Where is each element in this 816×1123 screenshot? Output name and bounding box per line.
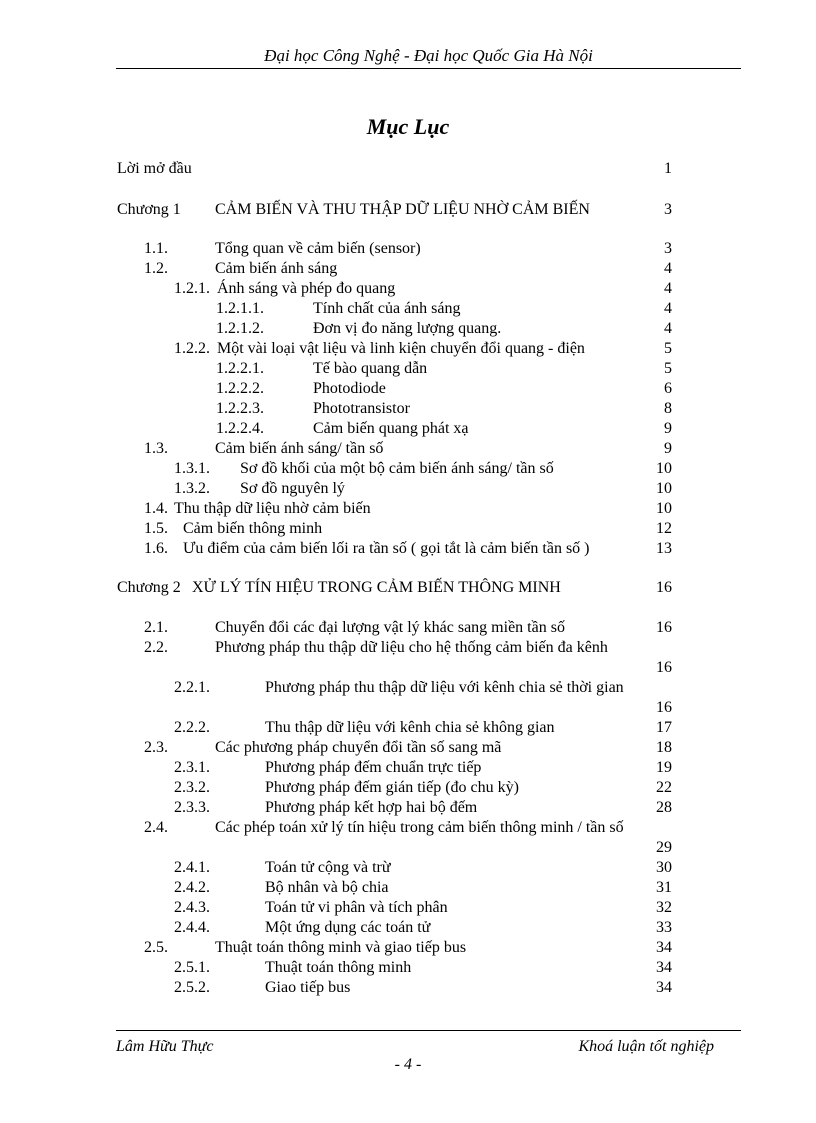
toc-entry bbox=[117, 798, 672, 818]
toc-entry-number: 1.2.2.2. bbox=[216, 380, 264, 397]
toc-entry-title: Tổng quan về cảm biến (sensor) bbox=[215, 240, 421, 257]
toc-entry-title: Chuyển đổi các đại lượng vật lý khác sang miền tần số bbox=[215, 619, 565, 636]
footer-rule bbox=[116, 1030, 741, 1031]
toc-entry-page: 29 bbox=[656, 839, 672, 856]
toc-entry-number: 1.2.1.1. bbox=[216, 300, 264, 317]
header-rule bbox=[116, 68, 741, 69]
toc-entry-number: Chương 1 bbox=[117, 201, 181, 218]
toc-entry bbox=[117, 818, 672, 838]
toc-entry-page-wrap bbox=[117, 838, 672, 858]
toc-entry-title: Phương pháp thu thập dữ liệu cho hệ thống cảm biến đa kênh bbox=[215, 639, 608, 656]
toc-entry bbox=[117, 718, 672, 738]
footer-author: Lâm Hữu Thực bbox=[116, 1038, 214, 1055]
toc-entry-number: 1.2.1.2. bbox=[216, 320, 264, 337]
toc-entry-title: Một ứng dụng các toán tử bbox=[265, 919, 431, 936]
toc-entry-number: 1.2.2. bbox=[174, 340, 210, 357]
toc-entry-page: 34 bbox=[656, 939, 672, 956]
toc-entry-title: Giao tiếp bus bbox=[265, 979, 351, 996]
toc-entry-title: XỬ LÝ TÍN HIỆU TRONG CẢM BIẾN THÔNG MINH bbox=[192, 579, 561, 596]
toc-entry-title: Phương pháp kết hợp hai bộ đếm bbox=[265, 799, 478, 816]
toc-entry-title: Sơ đồ khối của một bộ cảm biến ánh sáng/ tần số bbox=[240, 460, 554, 477]
toc-entry-title: Phototransistor bbox=[313, 400, 410, 417]
toc-entry-page: 6 bbox=[664, 380, 672, 397]
toc-entry-page: 4 bbox=[664, 320, 672, 337]
toc-entry-title: Ưu điểm của cảm biến lối ra tần số ( gọi tắt là cảm biến tần số ) bbox=[183, 540, 590, 557]
toc-entry bbox=[117, 359, 672, 379]
toc-entry-number: 2.1. bbox=[144, 619, 168, 636]
toc-entry bbox=[117, 738, 672, 758]
toc-entry bbox=[117, 778, 672, 798]
toc-entry-page: 31 bbox=[656, 879, 672, 896]
toc-entry-title: Đơn vị đo năng lượng quang. bbox=[313, 320, 502, 337]
toc-entry-title: Thu thập dữ liệu nhờ cảm biến bbox=[174, 500, 371, 517]
toc-entry-page: 8 bbox=[664, 400, 672, 417]
toc-entry-number: 1.5. bbox=[144, 520, 168, 537]
toc-entry-title: Thu thập dữ liệu với kênh chia sẻ không gian bbox=[265, 719, 555, 736]
toc-entry-page: 4 bbox=[664, 280, 672, 297]
toc-entry bbox=[117, 519, 672, 539]
toc-entry-page: 19 bbox=[656, 759, 672, 776]
toc-entry bbox=[117, 878, 672, 898]
toc-entry-number: 2.2. bbox=[144, 639, 168, 656]
toc-entry-number: 2.4.2. bbox=[174, 879, 210, 896]
toc-entry-page: 16 bbox=[656, 699, 672, 716]
toc-entry-title: Một vài loại vật liệu và linh kiện chuyển đổi quang - điện bbox=[217, 340, 585, 357]
toc-entry-number: 2.4.3. bbox=[174, 899, 210, 916]
toc-entry-title: Bộ nhân và bộ chia bbox=[265, 879, 389, 896]
toc-entry-page: 10 bbox=[656, 480, 672, 497]
toc-entry-number: 2.2.1. bbox=[174, 679, 210, 696]
toc-entry-number: Chương 2 bbox=[117, 579, 181, 596]
toc-entry-page: 9 bbox=[664, 440, 672, 457]
toc-entry-page: 16 bbox=[656, 619, 672, 636]
toc-entry bbox=[117, 279, 672, 299]
toc-entry-number: 2.3.2. bbox=[174, 779, 210, 796]
toc-entry-title: Toán tử cộng và trừ bbox=[265, 859, 391, 876]
toc-entry-page: 10 bbox=[656, 460, 672, 477]
toc-entry bbox=[117, 399, 672, 419]
toc-entry-page: 33 bbox=[656, 919, 672, 936]
toc-entry-page: 4 bbox=[664, 260, 672, 277]
toc-entry-page: 34 bbox=[656, 959, 672, 976]
toc-entry-page: 10 bbox=[656, 500, 672, 517]
toc-entry bbox=[117, 259, 672, 279]
toc-entry bbox=[117, 239, 672, 259]
toc-entry-title: Các phép toán xử lý tín hiệu trong cảm biến thông minh / tần số bbox=[215, 819, 624, 836]
toc-entry-number: 2.5.1. bbox=[174, 959, 210, 976]
toc-entry-intro bbox=[117, 159, 672, 179]
page-header: Đại học Công Nghệ - Đại học Quốc Gia Hà Nội bbox=[264, 46, 593, 65]
toc-entry-page: 16 bbox=[656, 579, 672, 596]
toc-entry-page: 3 bbox=[664, 240, 672, 257]
toc-entry bbox=[117, 419, 672, 439]
toc-entry-page-wrap bbox=[117, 698, 672, 718]
toc-entry-title: Cảm biến quang phát xạ bbox=[313, 420, 469, 437]
toc-entry bbox=[117, 379, 672, 399]
toc-entry-number: 2.4.1. bbox=[174, 859, 210, 876]
toc-entry bbox=[117, 499, 672, 519]
toc-entry-page: 34 bbox=[656, 979, 672, 996]
toc-entry bbox=[117, 758, 672, 778]
page-title: Mục Lục bbox=[366, 114, 450, 139]
toc-entry bbox=[117, 339, 672, 359]
toc-entry-page: 22 bbox=[656, 779, 672, 796]
toc-entry-chapter-2 bbox=[117, 578, 672, 598]
toc-entry-number: 2.3. bbox=[144, 739, 168, 756]
toc-entry-title: Tính chất của ánh sáng bbox=[313, 300, 461, 317]
toc-entry-number: 1.1. bbox=[144, 240, 168, 257]
toc-entry-title: CẢM BIẾN VÀ THU THẬP DỮ LIỆU NHỜ CẢM BIẾN bbox=[215, 201, 590, 218]
toc-entry-page: 16 bbox=[656, 659, 672, 676]
toc-entry-number: 1.3.2. bbox=[174, 480, 210, 497]
toc-entry bbox=[117, 638, 672, 658]
toc-entry-number: 2.4.4. bbox=[174, 919, 210, 936]
toc-entry-page: 13 bbox=[656, 540, 672, 557]
toc-entry-page: 12 bbox=[656, 520, 672, 537]
toc-entry bbox=[117, 898, 672, 918]
toc-entry-number: 1.4. bbox=[144, 500, 168, 517]
toc-entry-title: Phương pháp đếm gián tiếp (đo chu kỳ) bbox=[265, 779, 519, 796]
toc-entry-number: 2.3.3. bbox=[174, 799, 210, 816]
toc-entry-title: Cảm biến ánh sáng bbox=[215, 260, 338, 277]
toc-entry bbox=[117, 618, 672, 638]
toc-entry-page: 5 bbox=[664, 340, 672, 357]
toc-entry-chapter-1 bbox=[117, 200, 672, 220]
toc-entry bbox=[117, 539, 672, 559]
toc-entry-page: 9 bbox=[664, 420, 672, 437]
toc-entry-label: Lời mở đầu bbox=[117, 160, 192, 177]
toc-entry-number: 1.3. bbox=[144, 440, 168, 457]
toc-entry-page: 4 bbox=[664, 300, 672, 317]
toc-entry bbox=[117, 479, 672, 499]
toc-entry-title: Sơ đồ nguyên lý bbox=[240, 480, 345, 497]
toc-entry-title: Ánh sáng và phép đo quang bbox=[217, 280, 396, 297]
toc-entry bbox=[117, 299, 672, 319]
toc-entry-page: 17 bbox=[656, 719, 672, 736]
toc-entry-number: 2.4. bbox=[144, 819, 168, 836]
toc-entry-number: 1.6. bbox=[144, 540, 168, 557]
toc-entry bbox=[117, 978, 672, 998]
toc-entry-number: 1.2.1. bbox=[174, 280, 210, 297]
toc-entry bbox=[117, 958, 672, 978]
toc-entry bbox=[117, 858, 672, 878]
toc-entry-page-wrap bbox=[117, 658, 672, 678]
toc-entry-title: Toán tử vi phân và tích phân bbox=[265, 899, 448, 916]
toc-entry-page: 18 bbox=[656, 739, 672, 756]
toc-entry-title: Cảm biến ánh sáng/ tần số bbox=[215, 440, 384, 457]
toc-entry bbox=[117, 938, 672, 958]
toc-entry-number: 2.5. bbox=[144, 939, 168, 956]
toc-entry-page: 30 bbox=[656, 859, 672, 876]
toc-entry-title: Cảm biến thông minh bbox=[183, 520, 323, 537]
toc-entry bbox=[117, 918, 672, 938]
toc-entry-number: 2.3.1. bbox=[174, 759, 210, 776]
toc-entry-title: Photodiode bbox=[313, 380, 386, 397]
toc-entry-title: Phương pháp thu thập dữ liệu với kênh chia sẻ thời gian bbox=[265, 679, 624, 696]
toc-entry-number: 2.2.2. bbox=[174, 719, 210, 736]
toc-entry bbox=[117, 459, 672, 479]
toc-entry-number: 1.2.2.1. bbox=[216, 360, 264, 377]
toc-entry-page: 3 bbox=[664, 201, 672, 218]
toc-entry-number: 1.2.2.4. bbox=[216, 420, 264, 437]
toc-entry bbox=[117, 678, 672, 698]
toc-entry-title: Các phương pháp chuyển đổi tần số sang mã bbox=[215, 739, 502, 756]
toc-entry-number: 1.2.2.3. bbox=[216, 400, 264, 417]
toc-entry bbox=[117, 439, 672, 459]
toc-entry-number: 1.2. bbox=[144, 260, 168, 277]
toc-entry-title: Tế bào quang dẫn bbox=[313, 360, 428, 377]
toc-entry-title: Phương pháp đếm chuẩn trực tiếp bbox=[265, 759, 482, 776]
footer-document-type: Khoá luận tốt nghiệp bbox=[578, 1038, 714, 1055]
toc-entry-number: 1.3.1. bbox=[174, 460, 210, 477]
toc-entry-title: Thuật toán thông minh và giao tiếp bus bbox=[215, 939, 467, 956]
page-number: - 4 - bbox=[394, 1056, 422, 1073]
toc-entry-number: 2.5.2. bbox=[174, 979, 210, 996]
toc-entry bbox=[117, 319, 672, 339]
toc-entry-page: 5 bbox=[664, 360, 672, 377]
toc-entry-page: 32 bbox=[656, 899, 672, 916]
toc-entry-page: 28 bbox=[656, 799, 672, 816]
toc-entry-page: 1 bbox=[664, 160, 672, 177]
toc-entry-title: Thuật toán thông minh bbox=[265, 959, 412, 976]
